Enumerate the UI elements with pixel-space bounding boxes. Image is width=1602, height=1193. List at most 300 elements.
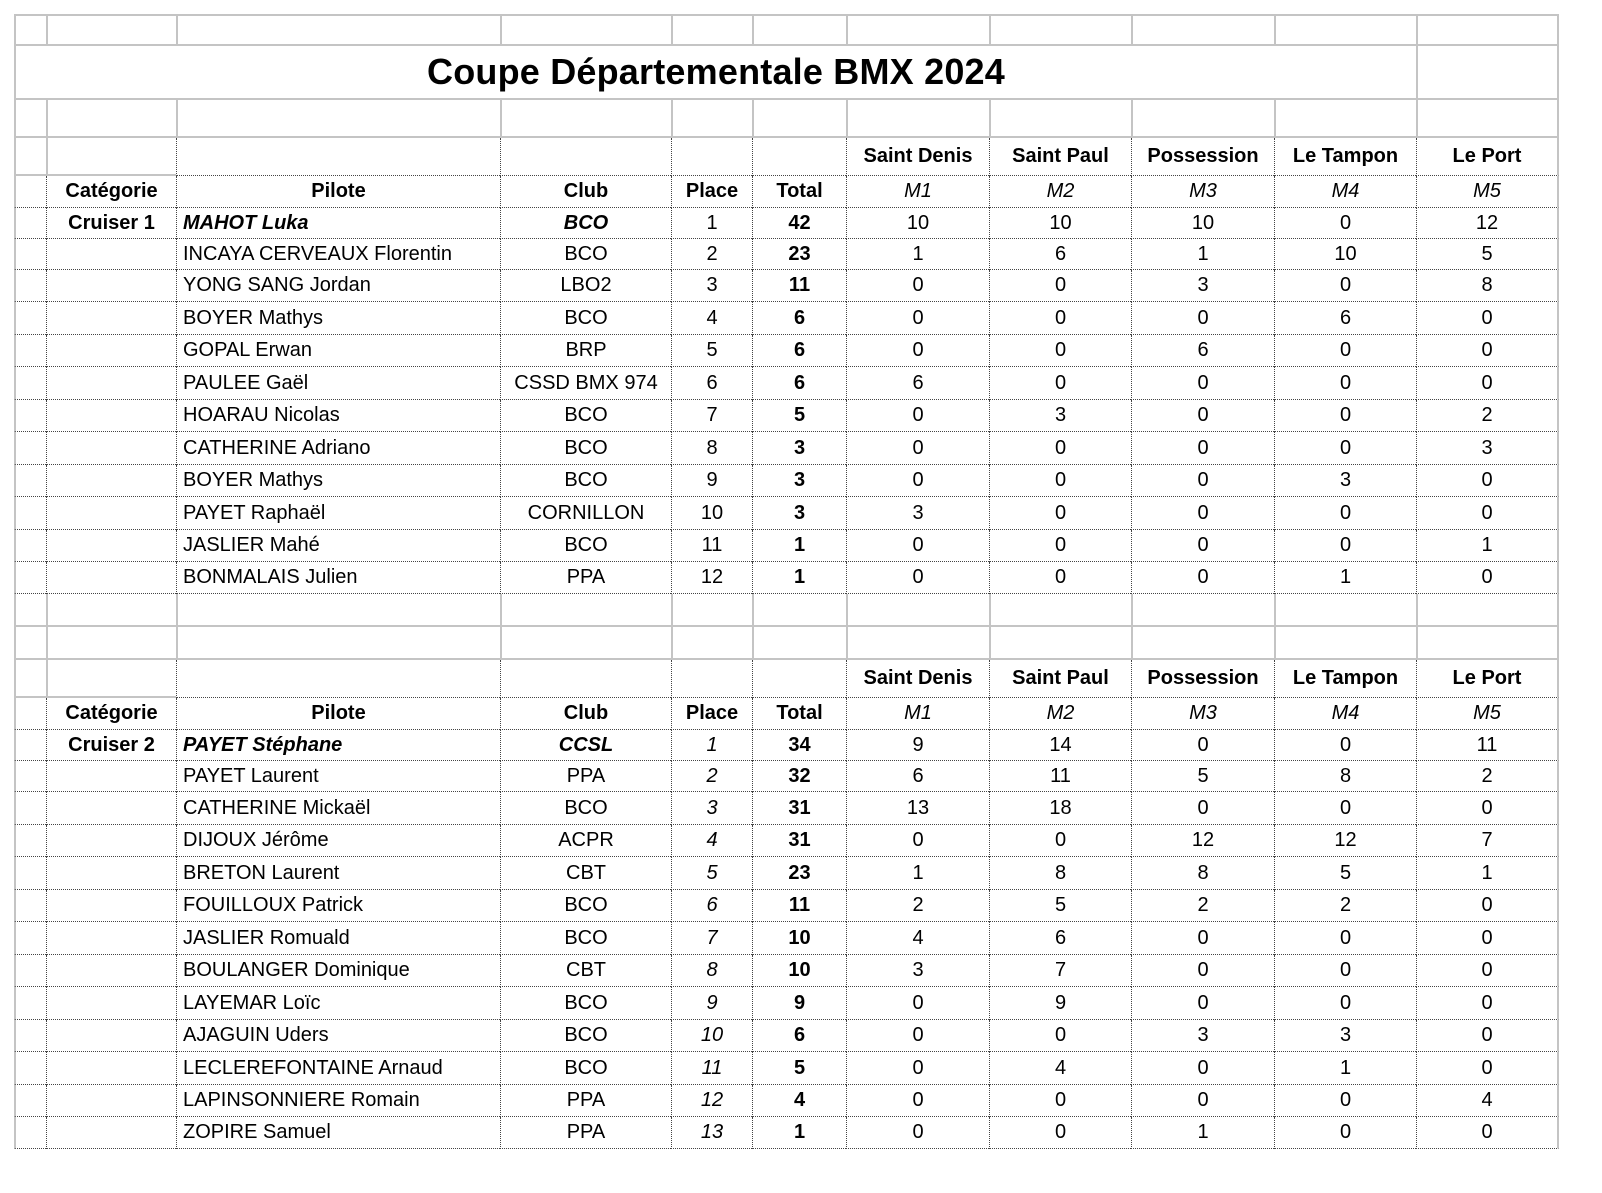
empty-cell[interactable] <box>671 100 752 138</box>
manche-score[interactable]: 0 <box>1131 367 1274 400</box>
manche-score[interactable]: 0 <box>1416 335 1559 367</box>
empty-cell[interactable] <box>46 792 176 825</box>
pilot-name[interactable]: BOYER Mathys <box>176 465 500 497</box>
manche-score[interactable]: 0 <box>1131 1052 1274 1085</box>
empty-cell[interactable] <box>14 270 46 302</box>
manche-score[interactable]: 2 <box>1131 890 1274 922</box>
category-label[interactable]: Cruiser 2 <box>46 730 176 761</box>
empty-cell[interactable] <box>989 627 1131 660</box>
empty-cell[interactable] <box>46 270 176 302</box>
manche-score[interactable]: 0 <box>1131 530 1274 562</box>
manche-score[interactable]: 0 <box>1274 270 1416 302</box>
empty-cell[interactable] <box>46 1117 176 1149</box>
club-name[interactable]: BCO <box>500 239 671 270</box>
pilot-name[interactable]: AJAGUIN Uders <box>176 1020 500 1052</box>
header-manche-2[interactable]: M3 <box>1131 176 1274 208</box>
empty-cell[interactable] <box>46 138 176 176</box>
manche-score[interactable]: 0 <box>1131 497 1274 530</box>
manche-score[interactable]: 0 <box>1274 987 1416 1020</box>
manche-score[interactable]: 0 <box>1131 730 1274 761</box>
club-name[interactable]: CSSD BMX 974 <box>500 367 671 400</box>
empty-cell[interactable] <box>671 594 752 627</box>
empty-cell[interactable] <box>176 660 500 698</box>
empty-cell[interactable] <box>14 335 46 367</box>
manche-score[interactable]: 0 <box>846 1052 989 1085</box>
total-value[interactable]: 23 <box>752 239 846 270</box>
header-club[interactable]: Club <box>500 698 671 730</box>
club-name[interactable]: BCO <box>500 792 671 825</box>
total-value[interactable]: 3 <box>752 497 846 530</box>
empty-cell[interactable] <box>46 660 176 698</box>
empty-cell[interactable] <box>752 14 846 46</box>
manche-score[interactable]: 0 <box>1274 530 1416 562</box>
empty-cell[interactable] <box>14 761 46 792</box>
header-manche-4[interactable]: M5 <box>1416 176 1559 208</box>
manche-score[interactable]: 0 <box>1416 955 1559 987</box>
manche-score[interactable]: 11 <box>989 761 1131 792</box>
header-pilote[interactable]: Pilote <box>176 176 500 208</box>
empty-cell[interactable] <box>1131 100 1274 138</box>
manche-score[interactable]: 3 <box>1274 1020 1416 1052</box>
empty-cell[interactable] <box>989 100 1131 138</box>
manche-score[interactable]: 1 <box>1274 562 1416 594</box>
manche-score[interactable]: 0 <box>1274 432 1416 465</box>
manche-score[interactable]: 0 <box>846 562 989 594</box>
manche-score[interactable]: 13 <box>846 792 989 825</box>
place-value[interactable]: 11 <box>671 1052 752 1085</box>
empty-cell[interactable] <box>14 100 46 138</box>
manche-score[interactable]: 0 <box>1274 922 1416 955</box>
manche-score[interactable]: 0 <box>846 530 989 562</box>
empty-cell[interactable] <box>1274 14 1416 46</box>
manche-score[interactable]: 0 <box>846 1117 989 1149</box>
manche-score[interactable]: 0 <box>1416 1020 1559 1052</box>
empty-cell[interactable] <box>14 857 46 890</box>
manche-score[interactable]: 3 <box>1274 465 1416 497</box>
total-value[interactable]: 5 <box>752 1052 846 1085</box>
manche-score[interactable]: 11 <box>1416 730 1559 761</box>
header-manche-1[interactable]: M2 <box>989 176 1131 208</box>
manche-score[interactable]: 0 <box>1274 1085 1416 1117</box>
manche-score[interactable]: 0 <box>1131 792 1274 825</box>
empty-cell[interactable] <box>14 367 46 400</box>
manche-score[interactable]: 3 <box>846 497 989 530</box>
empty-cell[interactable] <box>14 239 46 270</box>
empty-cell[interactable] <box>46 100 176 138</box>
manche-score[interactable]: 10 <box>1274 239 1416 270</box>
total-value[interactable]: 1 <box>752 1117 846 1149</box>
empty-cell[interactable] <box>46 890 176 922</box>
club-name[interactable]: BCO <box>500 1052 671 1085</box>
empty-cell[interactable] <box>14 138 46 176</box>
manche-score[interactable]: 0 <box>846 270 989 302</box>
manche-score[interactable]: 6 <box>1131 335 1274 367</box>
empty-cell[interactable] <box>671 660 752 698</box>
pilot-name[interactable]: LAPINSONNIERE Romain <box>176 1085 500 1117</box>
total-value[interactable]: 34 <box>752 730 846 761</box>
manche-score[interactable]: 0 <box>846 465 989 497</box>
total-value[interactable]: 6 <box>752 335 846 367</box>
manche-score[interactable]: 12 <box>1131 825 1274 857</box>
empty-cell[interactable] <box>1131 594 1274 627</box>
header-total[interactable]: Total <box>752 176 846 208</box>
place-value[interactable]: 5 <box>671 857 752 890</box>
pilot-name[interactable]: INCAYA CERVEAUX Florentin <box>176 239 500 270</box>
empty-cell[interactable] <box>14 562 46 594</box>
empty-cell[interactable] <box>176 627 500 660</box>
empty-cell[interactable] <box>14 730 46 761</box>
manche-score[interactable]: 7 <box>1416 825 1559 857</box>
empty-cell[interactable] <box>46 922 176 955</box>
manche-score[interactable]: 0 <box>846 335 989 367</box>
pilot-name[interactable]: JASLIER Romuald <box>176 922 500 955</box>
empty-cell[interactable] <box>46 562 176 594</box>
manche-score[interactable]: 0 <box>989 367 1131 400</box>
header-manche-3[interactable]: M4 <box>1274 698 1416 730</box>
manche-score[interactable]: 0 <box>846 302 989 335</box>
empty-cell[interactable] <box>46 825 176 857</box>
place-value[interactable]: 2 <box>671 239 752 270</box>
manche-score[interactable]: 3 <box>1416 432 1559 465</box>
pilot-name[interactable]: LECLEREFONTAINE Arnaud <box>176 1052 500 1085</box>
manche-score[interactable]: 0 <box>1274 1117 1416 1149</box>
header-pilote[interactable]: Pilote <box>176 698 500 730</box>
empty-cell[interactable] <box>46 14 176 46</box>
club-name[interactable]: BCO <box>500 1020 671 1052</box>
empty-cell[interactable] <box>176 100 500 138</box>
pilot-name[interactable]: MAHOT Luka <box>176 208 500 239</box>
empty-cell[interactable] <box>46 627 176 660</box>
club-name[interactable]: BCO <box>500 922 671 955</box>
empty-cell[interactable] <box>14 890 46 922</box>
manche-score[interactable]: 6 <box>989 922 1131 955</box>
header-manche-2[interactable]: M3 <box>1131 698 1274 730</box>
manche-score[interactable]: 4 <box>1416 1085 1559 1117</box>
empty-cell[interactable] <box>846 627 989 660</box>
venue-header-2[interactable]: Possession <box>1131 660 1274 698</box>
manche-score[interactable]: 9 <box>846 730 989 761</box>
empty-cell[interactable] <box>671 138 752 176</box>
empty-cell[interactable] <box>46 761 176 792</box>
total-value[interactable]: 3 <box>752 465 846 497</box>
empty-cell[interactable] <box>1131 14 1274 46</box>
empty-cell[interactable] <box>14 208 46 239</box>
manche-score[interactable]: 5 <box>989 890 1131 922</box>
empty-cell[interactable] <box>1274 627 1416 660</box>
manche-score[interactable]: 0 <box>1131 1085 1274 1117</box>
place-value[interactable]: 4 <box>671 302 752 335</box>
empty-cell[interactable] <box>46 1052 176 1085</box>
empty-cell[interactable] <box>14 1020 46 1052</box>
place-value[interactable]: 9 <box>671 465 752 497</box>
header-place[interactable]: Place <box>671 698 752 730</box>
venue-header-0[interactable]: Saint Denis <box>846 138 989 176</box>
club-name[interactable]: BCO <box>500 890 671 922</box>
venue-header-4[interactable]: Le Port <box>1416 660 1559 698</box>
place-value[interactable]: 3 <box>671 792 752 825</box>
place-value[interactable]: 4 <box>671 825 752 857</box>
club-name[interactable]: PPA <box>500 761 671 792</box>
empty-cell[interactable] <box>752 660 846 698</box>
empty-cell[interactable] <box>500 627 671 660</box>
manche-score[interactable]: 0 <box>989 432 1131 465</box>
place-value[interactable]: 1 <box>671 730 752 761</box>
club-name[interactable]: CCSL <box>500 730 671 761</box>
club-name[interactable]: ACPR <box>500 825 671 857</box>
place-value[interactable]: 10 <box>671 497 752 530</box>
manche-score[interactable]: 7 <box>989 955 1131 987</box>
manche-score[interactable]: 0 <box>1416 465 1559 497</box>
manche-score[interactable]: 2 <box>1416 400 1559 432</box>
club-name[interactable]: CBT <box>500 955 671 987</box>
empty-cell[interactable] <box>752 594 846 627</box>
manche-score[interactable]: 0 <box>1416 367 1559 400</box>
pilot-name[interactable]: BRETON Laurent <box>176 857 500 890</box>
manche-score[interactable]: 0 <box>989 270 1131 302</box>
manche-score[interactable]: 5 <box>1131 761 1274 792</box>
manche-score[interactable]: 0 <box>1274 400 1416 432</box>
manche-score[interactable]: 8 <box>1131 857 1274 890</box>
manche-score[interactable]: 0 <box>1274 367 1416 400</box>
empty-cell[interactable] <box>46 239 176 270</box>
manche-score[interactable]: 0 <box>846 987 989 1020</box>
manche-score[interactable]: 0 <box>1131 987 1274 1020</box>
manche-score[interactable]: 0 <box>1416 890 1559 922</box>
pilot-name[interactable]: GOPAL Erwan <box>176 335 500 367</box>
place-value[interactable]: 12 <box>671 562 752 594</box>
empty-cell[interactable] <box>14 1085 46 1117</box>
category-label[interactable]: Cruiser 1 <box>46 208 176 239</box>
club-name[interactable]: BCO <box>500 432 671 465</box>
empty-cell[interactable] <box>46 857 176 890</box>
header-manche-0[interactable]: M1 <box>846 698 989 730</box>
manche-score[interactable]: 0 <box>1416 987 1559 1020</box>
empty-cell[interactable] <box>14 922 46 955</box>
empty-cell[interactable] <box>500 594 671 627</box>
manche-score[interactable]: 8 <box>989 857 1131 890</box>
empty-cell[interactable] <box>1416 594 1559 627</box>
pilot-name[interactable]: FOUILLOUX Patrick <box>176 890 500 922</box>
empty-cell[interactable] <box>1416 100 1559 138</box>
empty-cell[interactable] <box>1274 100 1416 138</box>
club-name[interactable]: BCO <box>500 208 671 239</box>
manche-score[interactable]: 0 <box>1416 1052 1559 1085</box>
manche-score[interactable]: 10 <box>989 208 1131 239</box>
manche-score[interactable]: 1 <box>1416 530 1559 562</box>
sheet-title[interactable]: Coupe Départementale BMX 2024 <box>14 46 1416 100</box>
place-value[interactable]: 8 <box>671 955 752 987</box>
manche-score[interactable]: 0 <box>1131 465 1274 497</box>
empty-cell[interactable] <box>46 987 176 1020</box>
header-manche-3[interactable]: M4 <box>1274 176 1416 208</box>
place-value[interactable]: 2 <box>671 761 752 792</box>
manche-score[interactable]: 0 <box>1274 730 1416 761</box>
manche-score[interactable]: 1 <box>1131 1117 1274 1149</box>
empty-cell[interactable] <box>46 335 176 367</box>
empty-cell[interactable] <box>989 14 1131 46</box>
manche-score[interactable]: 9 <box>989 987 1131 1020</box>
place-value[interactable]: 11 <box>671 530 752 562</box>
manche-score[interactable]: 0 <box>1131 400 1274 432</box>
pilot-name[interactable]: BONMALAIS Julien <box>176 562 500 594</box>
empty-cell[interactable] <box>1416 46 1559 100</box>
empty-cell[interactable] <box>752 100 846 138</box>
manche-score[interactable]: 0 <box>1416 1117 1559 1149</box>
manche-score[interactable]: 0 <box>846 825 989 857</box>
total-value[interactable]: 9 <box>752 987 846 1020</box>
manche-score[interactable]: 0 <box>1274 792 1416 825</box>
manche-score[interactable]: 3 <box>1131 270 1274 302</box>
manche-score[interactable]: 0 <box>989 825 1131 857</box>
empty-cell[interactable] <box>1131 627 1274 660</box>
manche-score[interactable]: 6 <box>846 367 989 400</box>
empty-cell[interactable] <box>752 627 846 660</box>
header-manche-4[interactable]: M5 <box>1416 698 1559 730</box>
club-name[interactable]: CBT <box>500 857 671 890</box>
manche-score[interactable]: 1 <box>1416 857 1559 890</box>
empty-cell[interactable] <box>989 594 1131 627</box>
club-name[interactable]: BCO <box>500 400 671 432</box>
manche-score[interactable]: 6 <box>846 761 989 792</box>
empty-cell[interactable] <box>14 825 46 857</box>
empty-cell[interactable] <box>176 138 500 176</box>
place-value[interactable]: 10 <box>671 1020 752 1052</box>
club-name[interactable]: BCO <box>500 302 671 335</box>
club-name[interactable]: PPA <box>500 1085 671 1117</box>
venue-header-4[interactable]: Le Port <box>1416 138 1559 176</box>
total-value[interactable]: 10 <box>752 955 846 987</box>
empty-cell[interactable] <box>671 627 752 660</box>
club-name[interactable]: BCO <box>500 465 671 497</box>
manche-score[interactable]: 0 <box>1416 497 1559 530</box>
total-value[interactable]: 6 <box>752 302 846 335</box>
club-name[interactable]: BCO <box>500 530 671 562</box>
manche-score[interactable]: 0 <box>1274 335 1416 367</box>
header-manche-1[interactable]: M2 <box>989 698 1131 730</box>
total-value[interactable]: 42 <box>752 208 846 239</box>
empty-cell[interactable] <box>46 1020 176 1052</box>
empty-cell[interactable] <box>46 955 176 987</box>
empty-cell[interactable] <box>14 302 46 335</box>
manche-score[interactable]: 0 <box>846 400 989 432</box>
manche-score[interactable]: 0 <box>989 302 1131 335</box>
pilot-name[interactable]: CATHERINE Adriano <box>176 432 500 465</box>
empty-cell[interactable] <box>14 987 46 1020</box>
empty-cell[interactable] <box>176 594 500 627</box>
empty-cell[interactable] <box>46 465 176 497</box>
empty-cell[interactable] <box>46 594 176 627</box>
pilot-name[interactable]: PAYET Raphaël <box>176 497 500 530</box>
place-value[interactable]: 5 <box>671 335 752 367</box>
total-value[interactable]: 10 <box>752 922 846 955</box>
empty-cell[interactable] <box>14 594 46 627</box>
manche-score[interactable]: 1 <box>846 239 989 270</box>
manche-score[interactable]: 14 <box>989 730 1131 761</box>
manche-score[interactable]: 0 <box>1274 497 1416 530</box>
total-value[interactable]: 23 <box>752 857 846 890</box>
empty-cell[interactable] <box>14 176 46 208</box>
empty-cell[interactable] <box>14 530 46 562</box>
club-name[interactable]: PPA <box>500 1117 671 1149</box>
manche-score[interactable]: 2 <box>846 890 989 922</box>
empty-cell[interactable] <box>500 14 671 46</box>
empty-cell[interactable] <box>14 660 46 698</box>
manche-score[interactable]: 0 <box>1416 302 1559 335</box>
manche-score[interactable]: 3 <box>1131 1020 1274 1052</box>
manche-score[interactable]: 3 <box>989 400 1131 432</box>
empty-cell[interactable] <box>14 698 46 730</box>
empty-cell[interactable] <box>671 14 752 46</box>
venue-header-2[interactable]: Possession <box>1131 138 1274 176</box>
manche-score[interactable]: 0 <box>1416 562 1559 594</box>
total-value[interactable]: 6 <box>752 1020 846 1052</box>
manche-score[interactable]: 0 <box>1131 562 1274 594</box>
pilot-name[interactable]: PAULEE Gaël <box>176 367 500 400</box>
total-value[interactable]: 5 <box>752 400 846 432</box>
venue-header-1[interactable]: Saint Paul <box>989 138 1131 176</box>
venue-header-3[interactable]: Le Tampon <box>1274 660 1416 698</box>
manche-score[interactable]: 0 <box>846 1020 989 1052</box>
empty-cell[interactable] <box>1274 594 1416 627</box>
empty-cell[interactable] <box>46 302 176 335</box>
pilot-name[interactable]: LAYEMAR Loïc <box>176 987 500 1020</box>
empty-cell[interactable] <box>46 400 176 432</box>
header-club[interactable]: Club <box>500 176 671 208</box>
empty-cell[interactable] <box>846 100 989 138</box>
manche-score[interactable]: 10 <box>1131 208 1274 239</box>
manche-score[interactable]: 0 <box>1131 955 1274 987</box>
empty-cell[interactable] <box>14 497 46 530</box>
manche-score[interactable]: 1 <box>1131 239 1274 270</box>
pilot-name[interactable]: BOYER Mathys <box>176 302 500 335</box>
empty-cell[interactable] <box>846 594 989 627</box>
empty-cell[interactable] <box>46 1085 176 1117</box>
venue-header-1[interactable]: Saint Paul <box>989 660 1131 698</box>
empty-cell[interactable] <box>46 497 176 530</box>
club-name[interactable]: BCO <box>500 987 671 1020</box>
header-manche-0[interactable]: M1 <box>846 176 989 208</box>
empty-cell[interactable] <box>846 14 989 46</box>
manche-score[interactable]: 8 <box>1274 761 1416 792</box>
manche-score[interactable]: 0 <box>846 432 989 465</box>
place-value[interactable]: 6 <box>671 367 752 400</box>
manche-score[interactable]: 12 <box>1274 825 1416 857</box>
manche-score[interactable]: 0 <box>1274 955 1416 987</box>
manche-score[interactable]: 6 <box>1274 302 1416 335</box>
place-value[interactable]: 3 <box>671 270 752 302</box>
manche-score[interactable]: 0 <box>1416 792 1559 825</box>
place-value[interactable]: 7 <box>671 400 752 432</box>
empty-cell[interactable] <box>14 792 46 825</box>
pilot-name[interactable]: PAYET Stéphane <box>176 730 500 761</box>
pilot-name[interactable]: CATHERINE Mickaël <box>176 792 500 825</box>
manche-score[interactable]: 1 <box>1274 1052 1416 1085</box>
total-value[interactable]: 4 <box>752 1085 846 1117</box>
manche-score[interactable]: 4 <box>846 922 989 955</box>
manche-score[interactable]: 5 <box>1416 239 1559 270</box>
manche-score[interactable]: 5 <box>1274 857 1416 890</box>
manche-score[interactable]: 0 <box>1131 432 1274 465</box>
club-name[interactable]: PPA <box>500 562 671 594</box>
empty-cell[interactable] <box>1416 14 1559 46</box>
place-value[interactable]: 1 <box>671 208 752 239</box>
header-total[interactable]: Total <box>752 698 846 730</box>
total-value[interactable]: 1 <box>752 530 846 562</box>
empty-cell[interactable] <box>500 100 671 138</box>
manche-score[interactable]: 6 <box>989 239 1131 270</box>
empty-cell[interactable] <box>14 1052 46 1085</box>
manche-score[interactable]: 0 <box>989 530 1131 562</box>
